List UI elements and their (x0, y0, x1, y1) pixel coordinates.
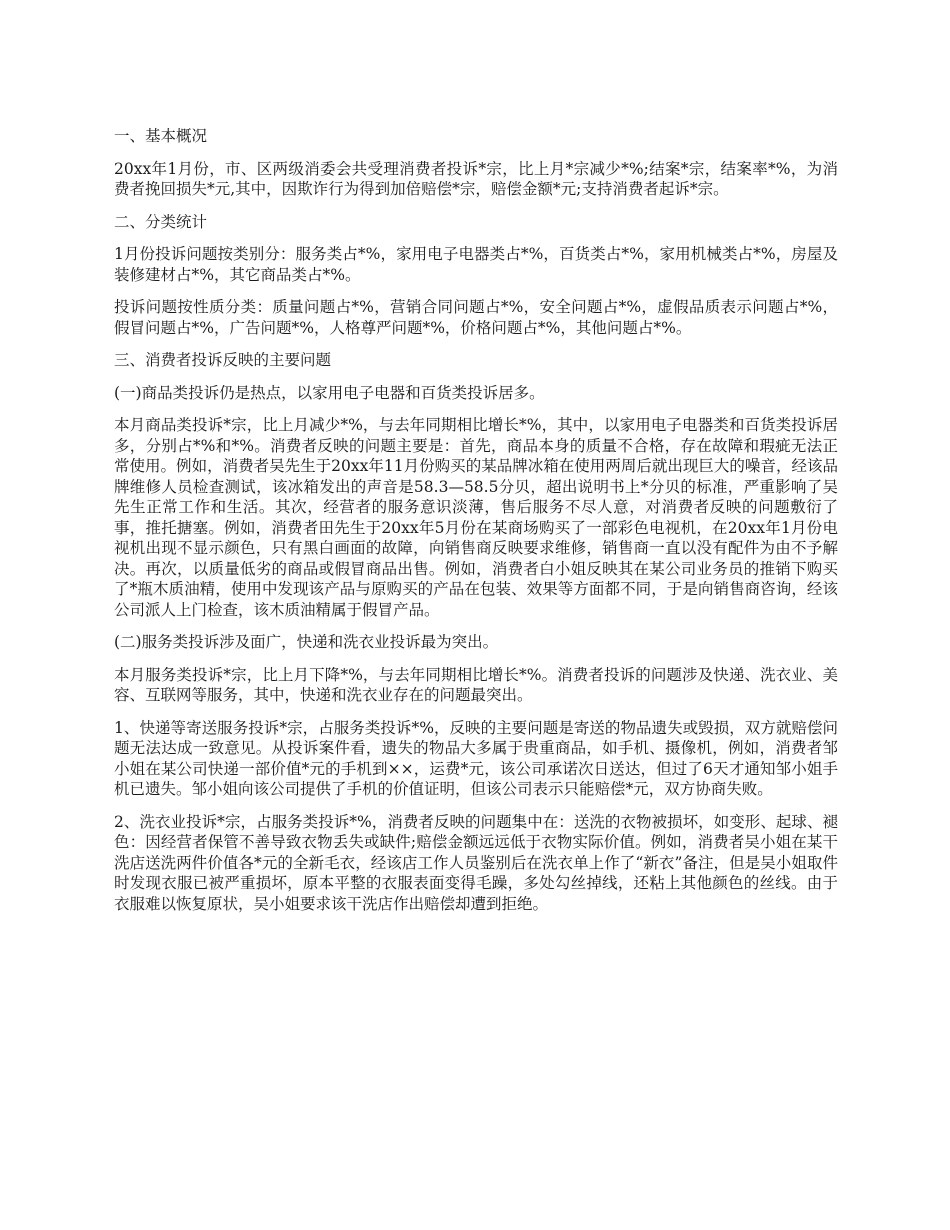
paragraph-laundry: 2、洗衣业投诉*宗，占服务类投诉*%，消费者反映的问题集中在：送洗的衣物被损坏，如变形、起球、褪色：因经营者保管不善导致衣物丢失或缺件;赔偿金额远远低于衣物实际价值。例如，消费者吴小姐在某干洗店送洗两件价值各*元的全新毛衣，经该店工作人员鉴别后在洗衣单上作了“新衣”备注，但是吴小姐取件时发现衣服已被严重损坏，原本平整的衣服表面变得毛躁，多处勾丝掉线，还粘上其他颜色的丝线。由于衣服难以恢复原状，吴小姐要求该干洗店作出赔偿却遭到拒绝。 (114, 812, 838, 913)
paragraph-category-breakdown: 1月份投诉问题按类别分：服务类占*%，家用电子电器类占*%，百货类占*%，家用机械类占*%，房屋及装修建材占*%，其它商品类占*%。 (114, 245, 838, 284)
subheading-service-complaints: (二)服务类投诉涉及面广，快递和洗衣业投诉最为突出。 (114, 633, 499, 651)
section-heading-statistics: 二、分类统计 (114, 212, 208, 231)
section-heading-main-issues: 三、消费者投诉反映的主要问题 (114, 351, 332, 369)
paragraph-nature-breakdown: 投诉问题按性质分类：质量问题占*%，营销合同问题占*%，安全问题占*%，虚假品质表示问题占*%，假冒问题占*%，广告问题*%，人格尊严问题*%，价格问题占*%，其他问题占*%。 (114, 298, 838, 337)
paragraph-goods-complaints: 本月商品类投诉*宗，比上月减少*%，与去年同期相比增长*%，其中，以家用电子电器类和百货类投诉居多，分别占*%和*%。消费者反映的问题主要是：首先，商品本身的质量不合格，存在故障和瑕疵无法正常使用。例如，消费者吴先生于20xx年11月份购买的某品牌冰箱在使用两周后就出现巨大的噪音，经该品牌维修人员检查测试，该冰箱发出的声音是58.3—58.5分贝，超出说明书上*分贝的标准，严重影响了吴先生正常工作和生活。其次，经营者的服务意识淡薄，售后服务不尽人意，对消费者反映的问题敷衍了事，推托搪塞。例如，消费者田先生于20xx年5月份在某商场购买了一部彩色电视机，在20xx年1月份电视机出现不显示颜色，只有黑白画面的故障，向销售商反映要求维修，销售商一直以没有配件为由不予解决。再次，以质量低劣的商品或假冒商品出售。例如，消费者白小姐反映其在某公司业务员的推销下购买了*瓶木质油精，使用中发现该产品与原购买的产品在包装、效果等方面都不同，于是向销售商咨询，经该公司派人上门检查，该木质油精属于假冒产品。 (114, 416, 838, 619)
paragraph-express-delivery: 1、快递等寄送服务投诉*宗，占服务类投诉*%，反映的主要问题是寄送的物品遗失或毁损，双方就赔偿问题无法达成一致意见。从投诉案件看，遗失的物品大多属于贵重商品，如手机、摄像机，例如，消费者邹小姐在某公司快递一部价值*元的手机到××，运费*元，该公司承诺次日送达，但过了6天才通知邹小姐手机已遗失。邹小姐向该公司提供了手机的价值证明，但该公司表示只能赔偿*元，双方协商失败。 (114, 718, 838, 798)
document-body (114, 126, 838, 926)
paragraph-service-complaints: 本月服务类投诉*宗，比上月下降*%，与去年同期相比增长*%。消费者投诉的问题涉及快递、洗衣业、美容、互联网等服务，其中，快递和洗衣业存在的问题最突出。 (114, 665, 838, 704)
section-heading-overview: 一、基本概况 (114, 127, 208, 145)
subheading-goods-complaints: (一)商品类投诉仍是热点，以家用电子电器和百货类投诉居多。 (114, 383, 545, 402)
paragraph-overview: 20xx年1月份，市、区两级消委会共受理消费者投诉*宗，比上月*宗减少*%;结案*宗，结案率*%，为消费者挽回损失*元,其中，因欺诈行为得到加倍赔偿*宗，赔偿金额*元;支持消费者起诉*宗。 (114, 159, 838, 198)
